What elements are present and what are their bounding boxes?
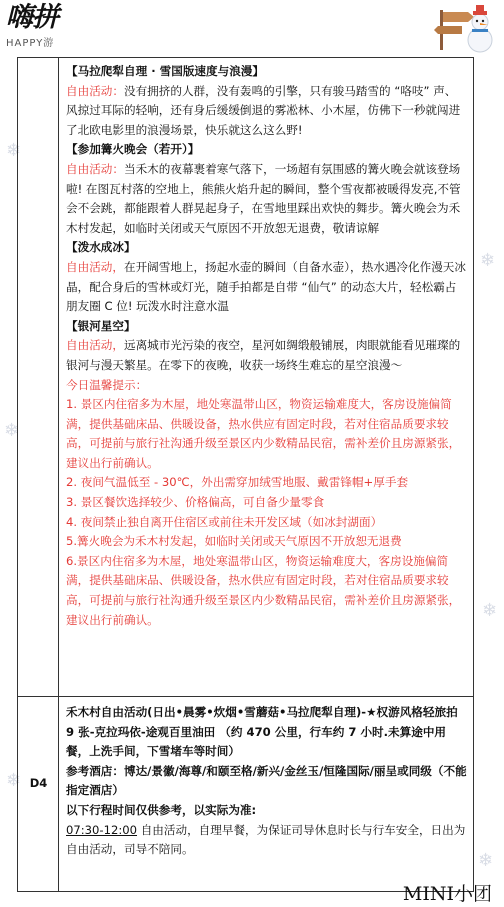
tip-item: 3. 景区餐饮选择较少、价格偏高，可自备少量零食: [66, 495, 325, 510]
schedule-body: 自由活动，自理早餐，为保证司导休息时长与行车安全，日出为自由活动，司导不陪同。: [66, 822, 466, 857]
route-summary: 禾木村自由活动(日出•晨雾•炊烟•雪蘑菇•马拉爬犁自理)-★权游风格轻旅拍 9 张-克拉玛依-途观百里油田 （约 470 公里，行车约 7 小时.未算途中用餐，上洗手间，下雪堵车等时间）: [66, 705, 458, 759]
hotel-info: [66, 762, 467, 801]
day-column: [18, 58, 59, 891]
tip-item: 5.篝火晚会为禾木村发起，如临时关闭或天气原因不开放恕无退费: [66, 534, 402, 549]
hotel-label: 参考酒店：: [66, 763, 124, 778]
hotel-list: 博达/景徽/海尊/和颐至格/新兴/金丝玉/恒隆国际/丽呈或同级（不能指定酒店）: [66, 763, 467, 798]
snowflake-icon: ❄: [6, 140, 22, 161]
mini-group-badge: MINI小团: [402, 883, 492, 905]
tip-item: 6.景区内住宿多为木屋，地处寒温带山区，物资运输难度大，客房设施偏简满，提供基础床品、供暖设备，热水供应有固定时段，若对住宿品质要求较高，可提前与旅行社沟通升级至景区内少数精品民宿，需补差价且房源紧张，建议出行前确认。: [66, 553, 461, 627]
section-paragraph: [66, 258, 467, 317]
snowman-signpost-icon: [434, 2, 498, 54]
section-body: 在开阔雪地上，扬起水壶的瞬间（自备水壶），热水遇冷化作漫天冰晶，配合身后的雪林或灯光，随手拍都是自带 “仙气” 的动态大片，轻松霸占朋友圈 C 位! 玩泼水时注意水温: [66, 259, 466, 314]
section-paragraph: [66, 160, 467, 238]
snowflake-icon: ❄: [6, 770, 22, 791]
itinerary-table: [17, 57, 474, 892]
logo-main-text: 嗨拼: [6, 2, 58, 33]
row-divider: [18, 696, 473, 697]
section-paragraph: [66, 82, 467, 141]
section-title: 【马拉爬犁自理 · 雪国版速度与浪漫】: [66, 64, 264, 78]
tip-item: 1. 景区内住宿多为木屋，地处寒温带山区，物资运输难度大，客房设施偏简满，提供基础床品、供暖设备，热水供应有固定时段，若对住宿品质要求较高，可提前与旅行社沟通升级至景区内少数精品民宿，需补差价且房源紧张，建议出行前确认。: [66, 397, 461, 470]
day-label: D4: [29, 776, 48, 790]
schedule-entry: [66, 821, 467, 860]
section-title: 【泼水成冰】: [66, 240, 136, 255]
snowflake-icon: ❄: [478, 850, 494, 871]
section-title: 【银河星空】: [66, 318, 136, 333]
brand-logo: [6, 4, 96, 52]
section-body: 当禾木的夜幕裹着寒气落下，一场超有氛围感的篝火晚会就该登场啦! 在图瓦村落的空地上，熊熊火焰升起的瞬间，整个雪夜都被暖得发亮,不管会不会跳，都能跟着人群晃起身子，在雪地里踩出欢快的舞步。篝火晚会为禾木村发起，如临时关闭或天气原因不开放恕无退费，敬请谅解: [66, 161, 461, 235]
day4-content: [66, 703, 467, 860]
activity-label: 自由活动：: [66, 83, 124, 98]
itinerary-note: 以下行程时间仅供参考，以实际为准:: [66, 802, 257, 817]
snowflake-icon: ❄: [4, 420, 20, 441]
tips-title: 今日温馨提示：: [66, 377, 148, 392]
day3-content: [66, 62, 467, 630]
activity-label: 自由活动，: [66, 338, 124, 353]
section-title: 【参加篝火晚会（若开）】: [66, 142, 200, 157]
activity-label: 自由活动：: [66, 161, 124, 176]
activity-label: 自由活动，: [66, 259, 124, 274]
schedule-time: 07:30-12:00: [66, 822, 138, 837]
section-body: 没有拥挤的人群，没有轰鸣的引擎，只有骏马踏雪的 “咯吱” 声、风掠过耳际的轻响，还有身后缓缓倒退的雾凇林、小木屋，仿佛下一秒就闯进了北欧电影里的浪漫场景，快乐就这么这么野!: [66, 83, 461, 137]
tip-item: 4. 夜间禁止独自离开住宿区或前往未开发区域（如冰封湖面）: [66, 514, 383, 529]
section-paragraph: [66, 336, 467, 375]
snowflake-icon: ❄: [480, 250, 496, 271]
snowflake-icon: ❄: [482, 600, 498, 621]
section-body: 远离城市光污染的夜空，星河如绸缎般铺展，肉眼就能看见璀璨的银河与漫天繁星。在零下的夜晚，收获一场终生难忘的星空浪漫～: [66, 338, 461, 372]
tip-item: 2. 夜间气温低至 - 30℃，外出需穿加绒雪地服、戴雷锋帽+厚手套: [66, 475, 409, 490]
logo-sub-text: HAPPY游: [6, 38, 55, 49]
